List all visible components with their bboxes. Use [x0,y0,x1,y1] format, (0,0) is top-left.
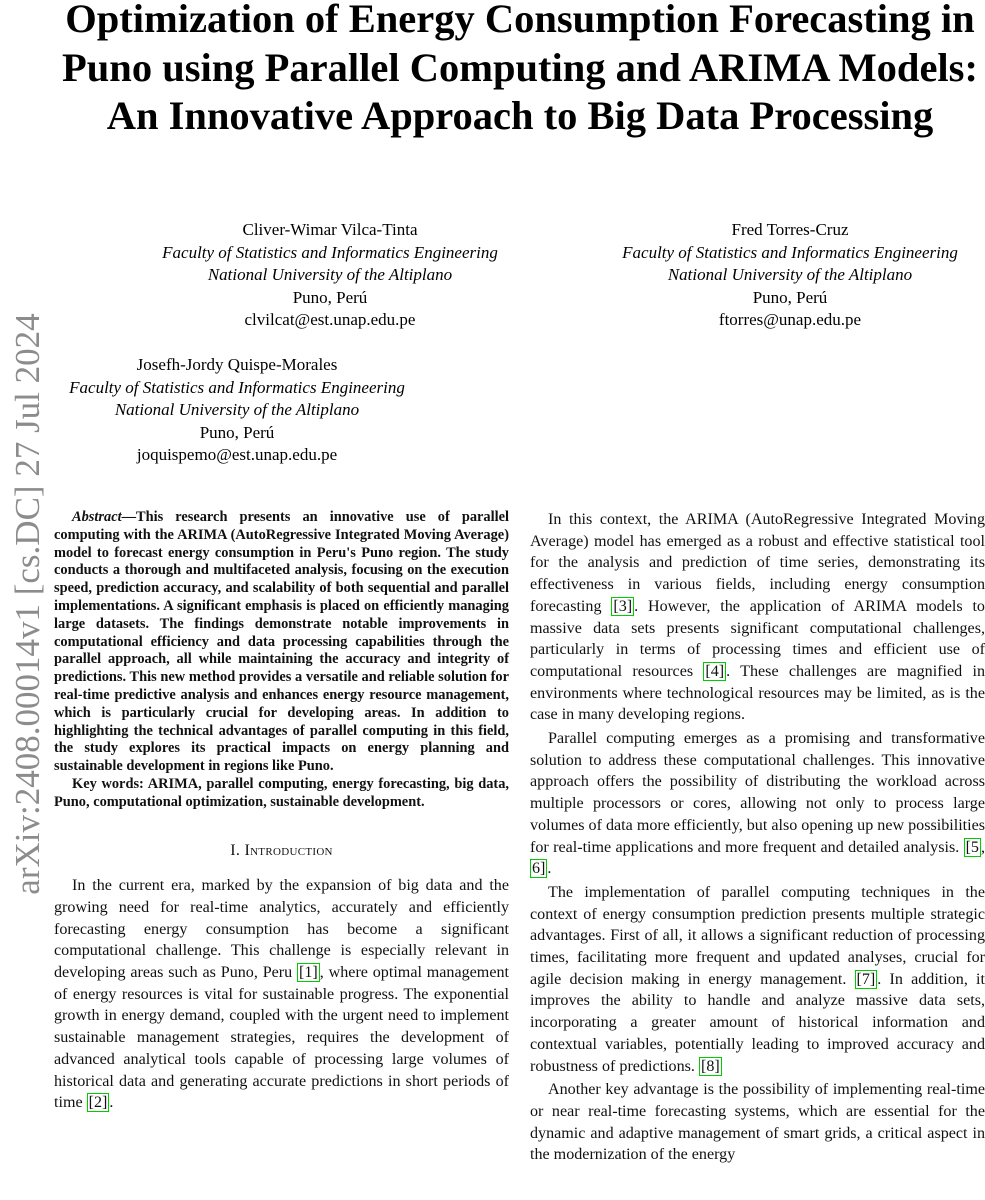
keywords: Key words: ARIMA, parallel computing, energy forecasting, big data, Puno, computational optimization, sustainable development. [54,775,509,810]
body-paragraph: In the current era, marked by the expansion of big data and the growing need for real-time analytics, accurately and efficiently forecasting energy consumption has become a significant computational challenge. This challenge is especially relevant in developing areas such as Puno, Peru [1] , where optimal management of energy resources is vital for sustainable progress. The exponential growth in energy demand, coupled with the urgent need to implement sustainable management strategies, requires the development of advanced analytical tools capable of processing large volumes of historical data and generating accurate predictions in short periods of time [2] . [54,877,509,1112]
citation-link[interactable]: [1] [299,964,318,982]
author-name: Cliver-Wimar Vilca-Tinta [242,220,418,239]
author-block-2 [580,219,985,332]
author-location: Puno, Perú [199,422,275,442]
citation-link[interactable]: [4] [705,662,725,680]
citation-link[interactable]: [3] [613,597,633,615]
author-affiliation: Faculty of Statistics and Informatics Engineering [69,377,405,397]
author-block-3 [27,354,447,467]
section-number: I. [230,841,241,859]
author-block-1 [120,219,540,332]
body-paragraph: Parallel computing emerges as a promising and transformative solution to address these computational challenges. This innovative approach offers the possibility of distributing the workload across multiple processors or cores, allowing not only to process large volumes of data more efficiently, but also opening up new possibilities for real-time applications and more frequent and detailed analysis. [5 , 6] . [530,730,985,878]
section-title: Introduction [244,841,333,859]
author-location: Puno, Perú [292,287,368,307]
abstract-text: —This research presents an innovative use of parallel computing with the ARIMA (AutoRegressive Integrated Moving Average) model to forecast energy consumption in Peru's Puno region. The study conducts a thorough and multifaceted analysis, focusing on the execution speed, prediction accuracy, and scalability of both sequential and parallel implementations. A significant emphasis is placed on efficiently managing large datasets. The findings demonstrate notable improvements in computational efficiency and data processing capabilities through the parallel approach, all while maintaining the accuracy and integrity of predictions. This new method provides a versatile and reliable solution for real-time predictive analysis and enhances energy resource management, which is particularly crucial for developing areas. In addition to highlighting the technical advantages of parallel computing in this field, the study explores its practical impacts on energy planning and sustainable development in regions like Puno. [54,509,509,775]
right-column [530,509,985,1168]
citation-link[interactable]: [2] [88,1094,108,1112]
section-heading-introduction [54,840,509,862]
abstract [54,509,509,776]
arxiv-identifier-stamp: arXiv:2408.00014v1 [cs.DC] 27 Jul 2024 [8,313,47,895]
author-affiliation: Faculty of Statistics and Informatics Engineering [162,242,498,262]
author-email: clvilcat@est.unap.edu.pe [244,310,416,329]
citation-link[interactable]: 6] [532,860,546,878]
citation-link[interactable]: [8] [700,1057,720,1075]
abstract-label: Abstract [72,509,122,525]
author-affiliation: Faculty of Statistics and Informatics Engineering [622,242,958,262]
author-name: Josefh-Jordy Quispe-Morales [136,355,338,374]
author-location: Puno, Perú [752,287,828,307]
body-paragraph: The implementation of parallel computing techniques in the context of energy consumption prediction presents multiple strategic advantages. First of all, it allows a significant reduction of processing times, facilitating more frequent and updated analyses, crucial for agile decision making in energy management. [7] . In addition, it improves the ability to handle and analyze massive data sets, incorporating a greater amount of historical information and contextual variables, potentially leading to improved accuracy and robustness of predictions. [8] [530,883,985,1075]
citation-link[interactable]: [7] [856,970,876,988]
author-affiliation: National University of the Altiplano [667,265,913,284]
body-paragraph: Another key advantage is the possibility of implementing real-time or near real-time forecasting systems, which are essential for the dynamic and adaptive management of smart grids, a critical aspect in the modernization of the energy [530,1081,985,1164]
author-email: ftorres@unap.edu.pe [718,310,862,329]
author-affiliation: National University of the Altiplano [114,400,360,419]
author-name: Fred Torres-Cruz [731,220,849,239]
paper-title: Optimization of Energy Consumption Forecasting in Puno using Parallel Computing and ARIMA Models: An Innovative Approach to Big Data Processing [62,0,978,138]
author-affiliation: National University of the Altiplano [207,265,453,284]
author-email: joquispemo@est.unap.edu.pe [136,445,338,464]
left-column [54,509,509,1116]
citation-link[interactable]: [5 [965,838,979,856]
body-paragraph: In this context, the ARIMA (AutoRegressive Integrated Moving Average) model has emerged as a robust and effective statistical tool for the analysis and prediction of time series, demonstrating its effectiveness in various fields, including energy consumption forecasting [3] . However, the application of ARIMA models to massive data sets presents significant computational challenges, particularly in terms of processing times and efficient use of computational resources [4] . These challenges are magnified in environments where technological resources may be limited, as is the case in many developing regions. [530,511,985,724]
